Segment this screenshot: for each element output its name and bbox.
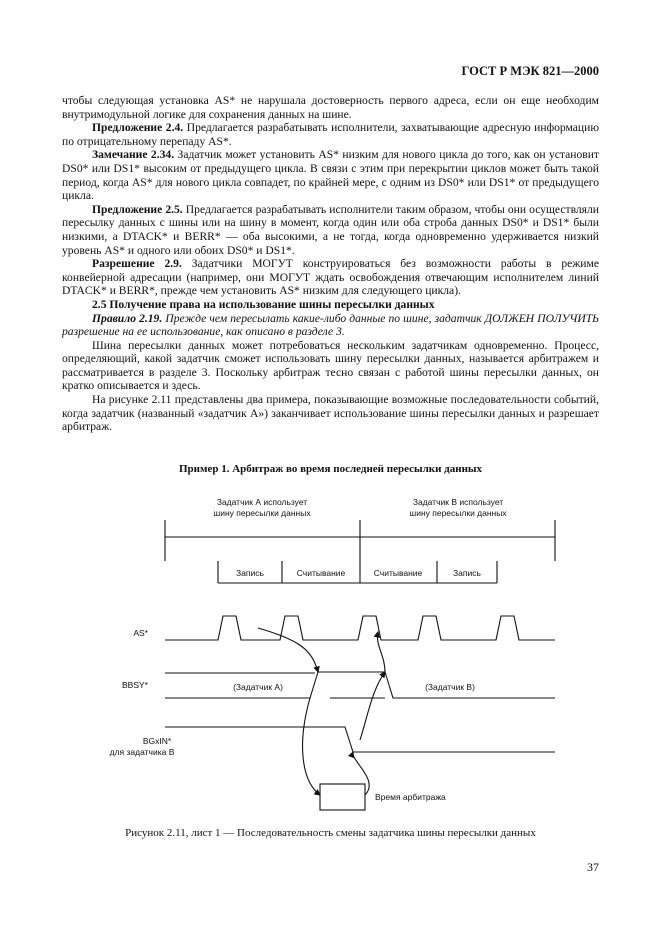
arrow-as-to-bbsy [258,628,318,672]
remark-2-34-text: Задатчик может установить AS* низким для нового цикла до того, как он установит DS0* или DS1* высоким от предыдущего цикла. В связи с этим при перекрытии циклов может быть такой период, когда AS* для нового цикла совпадет, по крайней мере, с одним из DS0* или DS1* от предыдущего цикла. [62,148,599,203]
cell-read-1: Считывание [296,568,346,578]
figure-caption: Рисунок 2.11, лист 1 — Последовательность смены задатчика шины пересылки данных [125,827,536,839]
arrow-arb-to-bgxin [353,752,369,795]
bbsy-master-b: (Задатчик В) [425,682,475,692]
section-heading-text: 2.5 Получение права на использование шины пересылки данных [92,297,435,311]
cell-read-2: Считывание [373,568,423,578]
master-a-label-2: шину пересылки данных [213,508,311,518]
master-a-label-1: Задатчик А использует [216,497,308,507]
remark-2-34-label: Замечание 2.34. [92,148,175,162]
arbitration-time-label: Время арбитража [375,792,446,802]
as-waveform [165,616,555,640]
paragraph-arbitration: Шина пересылки данных может потребоваться нескольким задатчикам одновременно. Процесс, определяющий, какой задатчик сможет использовать шину пересылки данных, называется арбитражем и рассматривается в разделе 3. Поскольку арбитраж тесно связан с работой шины пересылки данных, он кратко описывается и здесь. [62,338,599,393]
cell-write-2: Запись [453,568,481,578]
bgxin-signal-sublabel: для задатчика В [109,747,175,757]
page-number: 37 [587,860,599,874]
example-title: Пример 1. Арбитраж во время последней пересылки данных [178,463,483,475]
permission-2-9-text: Задатчики МОГУТ конструироваться без возможности работы в режиме конвейерной адресации (например, они МОГУТ ждать освобождения отвечающим исполнителем линий DTACK* и BERR*, прежде чем установить AS* низким для следующего цикла). [62,257,599,298]
document-header: ГОСТ Р МЭК 821—2000 [461,64,599,78]
proposal-2-4-text: Предлагается разрабатывать исполнители, захватывающие адресную информацию по отрицательному перепаду AS*. [62,121,599,148]
as-signal-label: AS* [133,628,148,638]
proposal-2-5-label: Предложение 2.5. [92,202,183,216]
paragraph-figure-ref: На рисунке 2.11 представлены два примера, показывающие возможные последовательности событий, когда задатчик (названный «задатчик А») заканчивает использование шины пересылки данных и разрешает арбитраж. [62,393,599,434]
cell-write-1: Запись [236,568,264,578]
proposal-2-5-text: Предлагается разрабатывать исполнители таким образом, чтобы они осуществляли пересылку данных с шины или на шину в момент, когда один или оба строба данных DS0* и DS1* были низкими, а DTACK* и BERR* — оба высокими, а не тогда, когда одновременно удерживается низкий уровень AS* и одного или обоих DS0* и DS1*. [62,202,600,257]
bgxin-signal-label: BGxIN* [142,736,172,746]
permission-2-9-label: Разрешение 2.9. [92,257,182,271]
master-b-label-1: Задатчик В использует [412,497,504,507]
bbsy-master-a: (Задатчик А) [233,682,283,692]
arrow-bbsy-to-arb [303,698,320,795]
arrow-bgxin-to-bbsy [360,672,385,740]
proposal-2-4-label: Предложение 2.4. [92,121,184,135]
master-b-label-2: шину пересылки данных [409,508,507,518]
arrow-bbsy-to-as [377,632,385,672]
rule-2-19-text: Прежде чем пересылать какие-либо данные по шине, задатчик ДОЛЖЕН ПОЛУЧИТЬ разрешение на ее использование, как описано в разделе 3. [62,311,599,339]
rule-2-19-label: Правило 2.19. [92,311,163,325]
arbitration-box [320,784,365,810]
paragraph-continuation: чтобы следующая установка AS* не нарушала достоверность первого адреса, если он еще необходим внутримодульной логике для сохранения данных на шине. [62,94,599,121]
bbsy-signal-label: BBSY* [122,680,148,690]
